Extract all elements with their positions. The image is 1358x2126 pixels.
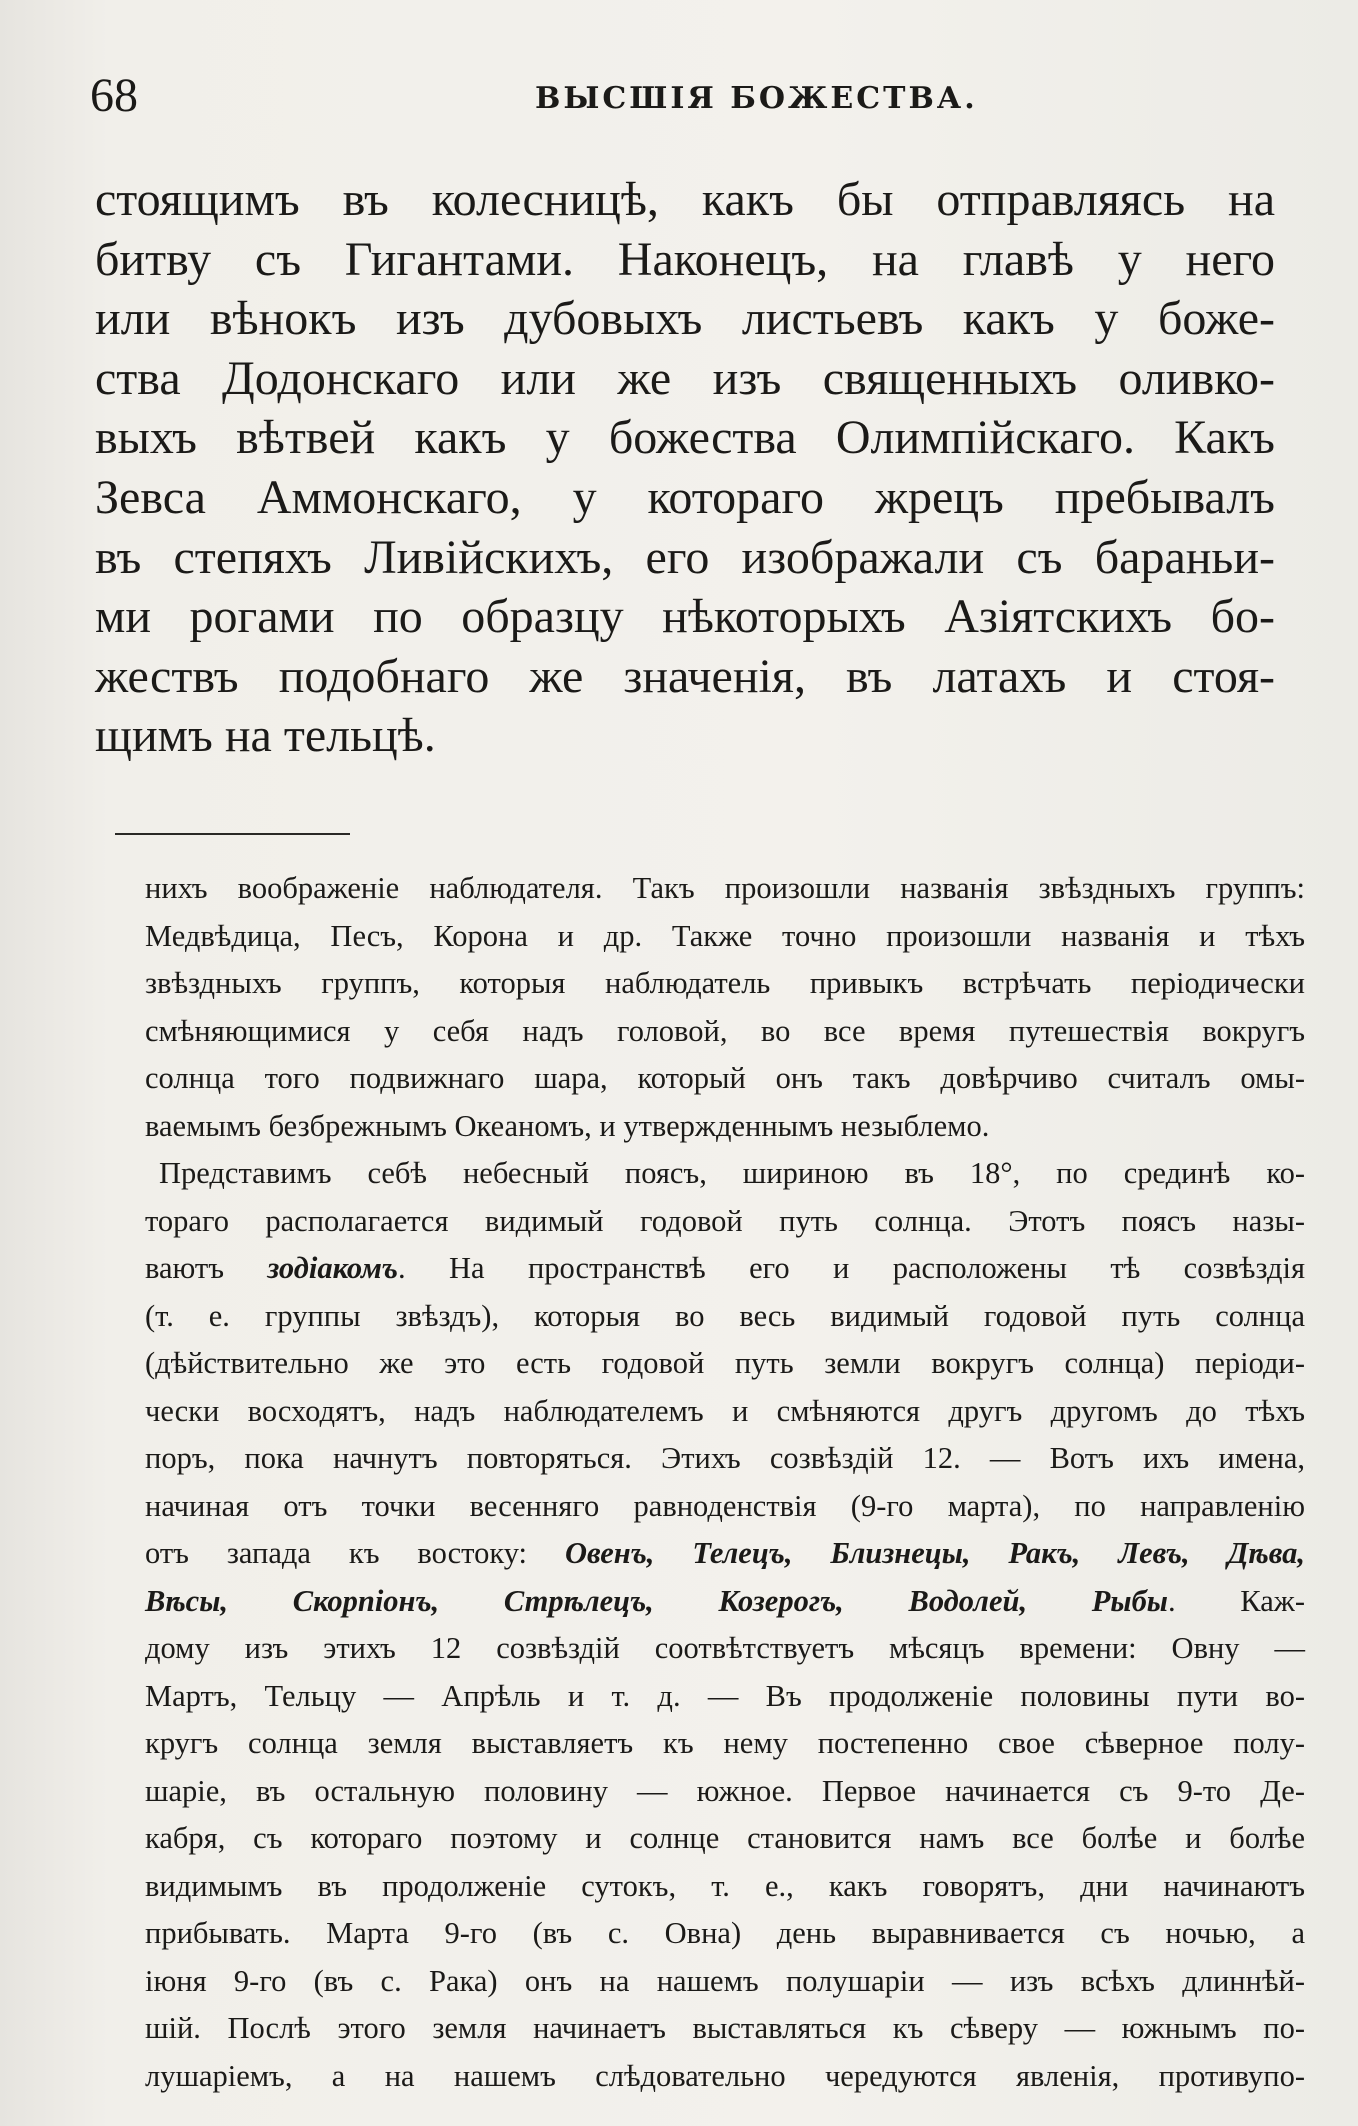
main-line: выхъ вѣтвей какъ у божества Олимпійскаго. Какъ — [95, 411, 1275, 465]
note-line: прибывать. Марта 9-го (въ с. Овна) день выравнивается съ ночью, а — [145, 1916, 1305, 1950]
page-header — [90, 66, 1280, 126]
note-line: кабря, съ котораго поэтому и солнце становится намъ все болѣе и болѣе — [145, 1821, 1305, 1855]
note-fragment: . Каж- — [1167, 1583, 1305, 1618]
note-fragment: отъ запада къ востоку: — [145, 1536, 565, 1570]
main-line: жествъ подобнаго же значенія, въ латахъ и стоя- — [95, 649, 1275, 703]
note-line: Представимъ себѣ небесный поясъ, шириною въ 18°, по срединѣ ко- — [159, 1156, 1305, 1190]
main-line: Зевса Аммонскаго, у котораго жрецъ пребывалъ — [95, 470, 1275, 524]
main-line: битву съ Гигантами. Наконецъ, на главѣ у него — [95, 232, 1275, 286]
note-line: звѣздныхъ группъ, которыя наблюдатель привыкъ встрѣчать періодически — [145, 966, 1305, 1000]
footnote-text — [145, 865, 1305, 2100]
main-line: щимъ на тельцѣ. — [95, 709, 436, 763]
zodiac-signs: Вѣсы, Скорпіонъ, Стрѣлецъ, Козерогъ, Водолей, Рыбы — [145, 1583, 1168, 1618]
note-line: тораго располагается видимый годовой путь солнца. Этотъ поясъ назы- — [145, 1203, 1305, 1238]
zodiac-signs: Овенъ, Телецъ, Близнецы, Ракъ, Левъ, Дѣва, — [564, 1536, 1305, 1570]
note-line: нихъ воображеніе наблюдателя. Такъ произошли названія звѣздныхъ группъ: — [145, 871, 1305, 905]
main-line: стоящимъ въ колесницѣ, какъ бы отправляясь на — [95, 173, 1275, 226]
note-line — [145, 1245, 1305, 1293]
note-line: солнца того подвижнаго шара, который онъ такъ довѣрчиво считалъ омы- — [145, 1061, 1305, 1095]
note-line: шій. Послѣ этого земля начинаетъ выставляться къ сѣверу — южнымъ по- — [145, 2011, 1305, 2045]
main-line: въ степяхъ Ливійскихъ, его изображали съ бараньи- — [95, 530, 1275, 584]
note-line: ваемымъ безбрежнымъ Океаномъ, и утвержденнымъ незыблемо. — [145, 1108, 990, 1143]
note-line: (дѣйствительно же это есть годовой путь земли вокругъ солнца) періоди- — [145, 1346, 1305, 1380]
note-line: кругъ солнца земля выставляетъ къ нему постепенно свое сѣверное полу- — [145, 1726, 1305, 1760]
note-line: начиная отъ точки весенняго равноденствія (9-го марта), по направленію — [145, 1488, 1305, 1523]
running-head: ВЫСШІЯ БОЖЕСТВА. — [535, 81, 978, 116]
footnote-divider — [115, 833, 350, 835]
main-line: ства Додонскаго или же изъ священныхъ оливко- — [95, 351, 1275, 405]
main-line: или вѣнокъ изъ дубовыхъ листьевъ какъ у боже- — [95, 292, 1275, 346]
zodiac-term: зодіакомъ — [267, 1251, 398, 1285]
note-line — [145, 1530, 1305, 1578]
main-paragraph — [95, 170, 1275, 766]
note-line: іюня 9-го (въ с. Рака) онъ на нашемъ полушаріи — изъ всѣхъ длиннѣй- — [145, 1963, 1305, 1998]
note-line: (т. е. группы звѣздъ), которыя во весь видимый годовой путь солнца — [145, 1298, 1305, 1333]
note-fragment: . На пространствѣ его и расположены тѣ созвѣздія — [397, 1251, 1305, 1285]
note-line: лушаріемъ, а на нашемъ слѣдовательно чередуются явленія, противупо- — [145, 2058, 1305, 2093]
note-line: смѣняющимися у себя надъ головой, во все время путешествія вокругъ — [145, 1013, 1305, 1048]
page-number: 68 — [90, 69, 138, 122]
note-line: поръ, пока начнутъ повторяться. Этихъ созвѣздій 12. — Вотъ ихъ имена, — [145, 1441, 1305, 1475]
note-line: Медвѣдица, Песъ, Корона и др. Также точно произошли названія и тѣхъ — [145, 918, 1305, 953]
note-line: шаріе, въ остальную половину — южное. Первое начинается съ 9-то Де- — [145, 1773, 1305, 1808]
note-line — [145, 1578, 1305, 1626]
main-line: ми рогами по образцу нѣкоторыхъ Азіятскихъ бо- — [95, 590, 1275, 644]
note-line: видимымъ въ продолженіе сутокъ, т. е., какъ говорятъ, дни начинаютъ — [145, 1868, 1305, 1903]
note-fragment: ваютъ — [145, 1251, 268, 1285]
note-line: чески восходятъ, надъ наблюдателемъ и смѣняются другъ другомъ до тѣхъ — [145, 1393, 1305, 1428]
note-line: Мартъ, Тельцу — Апрѣль и т. д. — Въ продолженіе половины пути во- — [145, 1678, 1305, 1713]
note-line: дому изъ этихъ 12 созвѣздій соотвѣтствуетъ мѣсяцъ времени: Овну — — [145, 1631, 1305, 1665]
